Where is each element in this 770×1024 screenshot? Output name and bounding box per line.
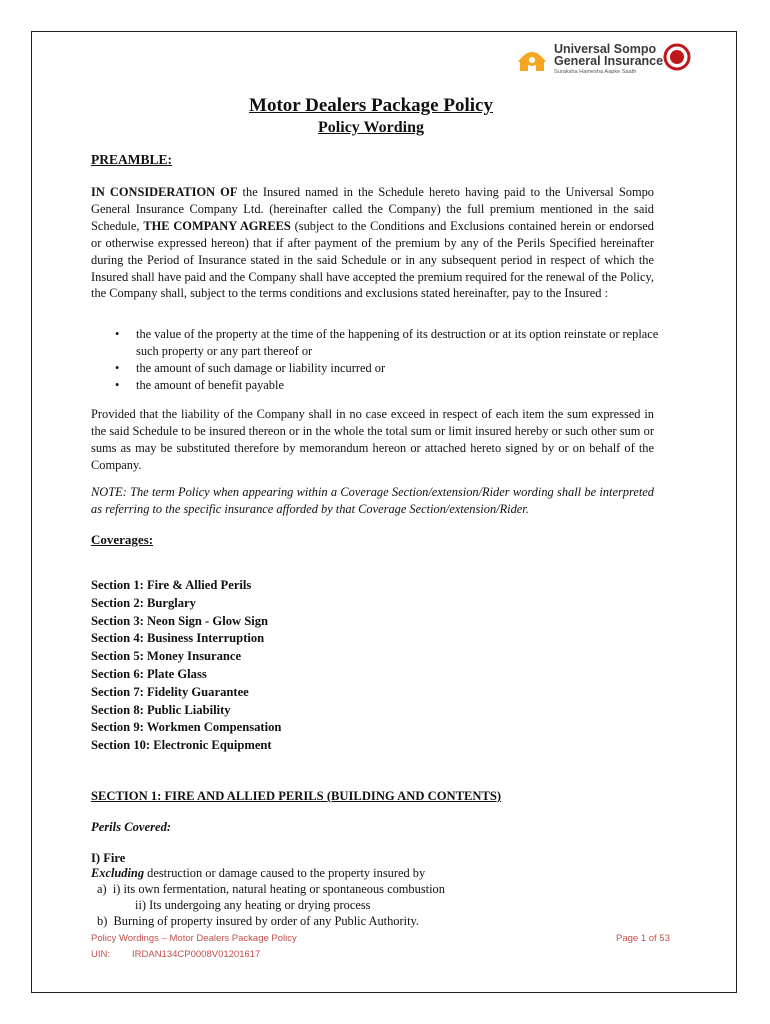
bullet-icon: • [115,327,120,341]
logo-name-line1: Universal Sompo [554,42,657,56]
red-ring-icon [663,40,691,74]
uin-label: UIN: [91,949,110,960]
section-item: Section 2: Burglary [91,595,196,610]
fire-heading: I) Fire [91,851,126,865]
section-item: Section 6: Plate Glass [91,666,207,681]
coverages-heading-colon: : [148,532,154,547]
consideration-text-2: (subject to the Conditions and Exclusions contained herein or endorsed or otherwise expressed hereon) that if after payment of the premium by any of the Perils Specified hereinafter during the Period of Insurance stated in the said Schedule or in any subsequent period in respect of which the Insured shall have paid and the Company shall have accepted the premium required for the renewal of the Policy, the Company shall, subject to the terms conditions and exclusions stated hereinafter, pay to the Insured : [91,218,654,301]
section-item: Section 7: Fidelity Guarantee [91,684,249,699]
bullet-icon: • [115,360,120,375]
consideration-paragraph [91,184,654,302]
list-item [91,360,661,377]
section-item: Section 3: Neon Sign - Glow Sign [91,613,269,628]
document-subtitle: Policy Wording [318,119,424,136]
section-item: Section 8: Public Liability [91,702,231,717]
consideration-lead: IN CONSIDERATION OF [91,185,238,199]
section-item: Section 5: Money Insurance [91,649,242,664]
exclusion-item-a [97,881,445,897]
footer-page-number: Page 1 of 53 [616,933,670,944]
section-item: Section 10: Electronic Equipment [91,738,272,753]
note-paragraph: NOTE: The term Policy when appearing within a Coverage Section/extension/Rider wording shall be interpreted as referring to the specific insurance afforded by that Coverage Section/extension/Rider. [91,485,654,516]
item-text: i) its own fermentation, natural heating or spontaneous combustion [112,882,445,896]
excluding-line [91,866,425,881]
list-item-text: the amount of benefit payable [136,377,284,392]
exclusion-item-b [97,913,419,929]
exclusion-item-a-ii [135,897,371,913]
footer-uin [91,949,260,960]
logo-name-line2: General Insurance [554,54,664,68]
item-marker: b) [97,914,108,928]
item-text: ii) Its undergoing any heating or drying process [135,898,371,912]
list-item [91,377,661,394]
liability-paragraph: Provided that the liability of the Company shall in no case exceed in respect of each item the sum expressed in the said Schedule to be insured thereon or in the whole the total sum or limit insured hereby or such other sum or sums as may be substituted therefore by memorandum hereon or attached hereto signed by or on behalf of the Company. [91,407,654,472]
item-text: Burning of property insured by order of any Public Authority. [113,914,420,928]
footer-title: Policy Wordings – Motor Dealers Package Policy [91,933,297,944]
section-item: Section 4: Business Interruption [91,631,265,646]
sun-emblem-icon [514,42,550,74]
section-item: Section 1: Fire & Allied Perils [91,578,252,592]
consideration-text-1: the Insured named in the Schedule hereto having paid to the Universal Sompo General Insurance Company Ltd. (hereinafter called the Company) the full premium mentioned in the said Schedule, [91,185,655,233]
coverages-heading-text: Coverages [91,532,149,547]
item-marker: a) [97,882,107,896]
list-item [91,326,661,360]
list-item-text: the value of the property at the time of the happening of its destruction or at its option reinstate or replace such property or any part thereof or [136,327,659,358]
uin-value: IRDAN134CP0008V01201617 [132,949,261,960]
document-title: Motor Dealers Package Policy [249,95,493,116]
coverages-heading [91,532,153,548]
section1-heading: SECTION 1: FIRE AND ALLIED PERILS (BUILDING AND CONTENTS) [91,789,502,803]
excluding-label: Excluding [91,866,145,880]
list-item-text: the amount of such damage or liability incurred or [136,360,386,375]
company-logo [514,40,694,80]
payment-options-list [91,326,661,394]
bullet-icon: • [115,377,120,392]
perils-heading: Perils Covered: [91,820,172,834]
coverage-sections-list [91,577,281,755]
section-item: Section 9: Workmen Compensation [91,720,282,735]
excluding-text: destruction or damage caused to the property insured by [144,866,426,880]
logo-tagline: Suraksha Hamesha Aapke Saath [554,69,637,75]
preamble-heading: PREAMBLE: [91,152,172,167]
company-agrees: THE COMPANY AGREES [143,218,291,233]
